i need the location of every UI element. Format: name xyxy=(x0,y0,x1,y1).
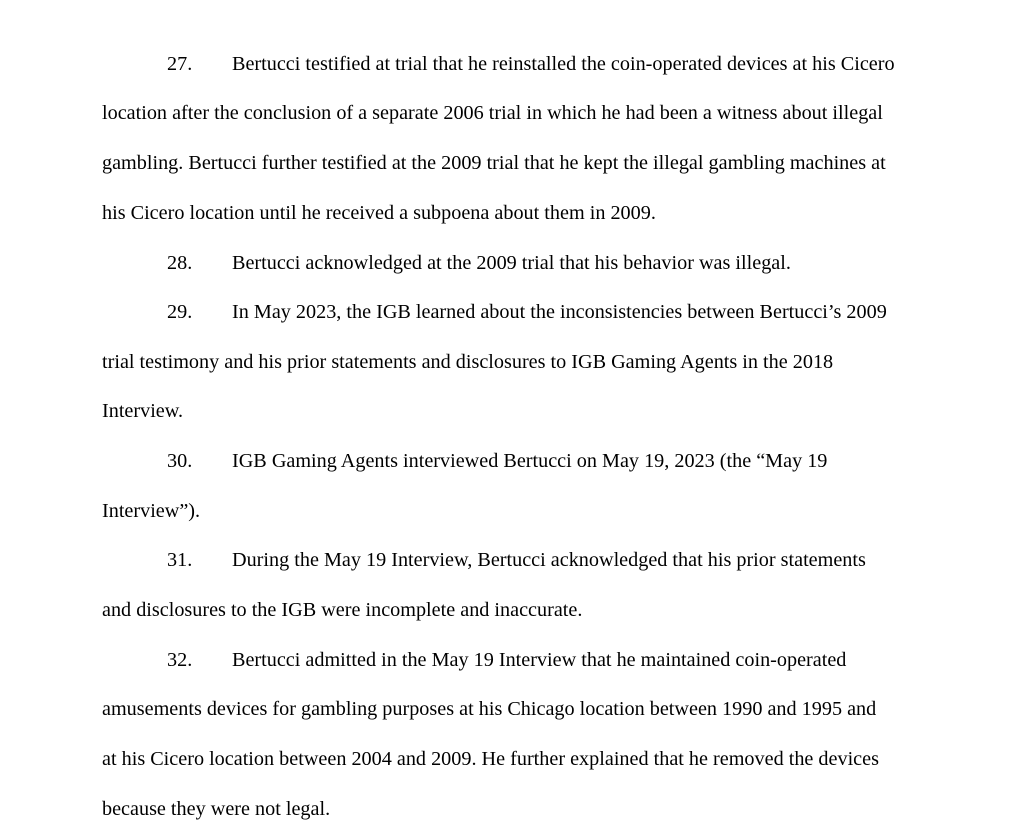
paragraph-line: his Cicero location until he received a subpoena about them in 2009. xyxy=(102,202,656,224)
paragraph-number: 31. xyxy=(167,549,193,571)
paragraph-line: Bertucci testified at trial that he reinstalled the coin-operated devices at his Cicero xyxy=(232,53,895,75)
paragraph-number: 28. xyxy=(167,252,193,274)
paragraph-line: and disclosures to the IGB were incomplete and inaccurate. xyxy=(102,599,583,621)
paragraph-line: at his Cicero location between 2004 and 2009. He further explained that he removed the devices xyxy=(102,748,879,770)
paragraph-line: In May 2023, the IGB learned about the inconsistencies between Bertucci’s 2009 xyxy=(232,301,887,323)
paragraph-number: 27. xyxy=(167,53,193,75)
paragraph-line: amusements devices for gambling purposes at his Chicago location between 1990 and 1995 and xyxy=(102,698,877,720)
paragraph-number: 30. xyxy=(167,450,193,472)
paragraph-line: During the May 19 Interview, Bertucci acknowledged that his prior statements xyxy=(232,549,866,571)
paragraph-line: Bertucci acknowledged at the 2009 trial that his behavior was illegal. xyxy=(232,252,791,274)
paragraph-line: location after the conclusion of a separate 2006 trial in which he had been a witness about illegal xyxy=(102,102,883,124)
paragraph-line: Bertucci admitted in the May 19 Interview that he maintained coin-operated xyxy=(232,649,847,671)
paragraph-line: trial testimony and his prior statements and disclosures to IGB Gaming Agents in the 2018 xyxy=(102,351,834,373)
paragraph-number: 29. xyxy=(167,301,193,323)
paragraph-line: gambling. Bertucci further testified at the 2009 trial that he kept the illegal gambling machines at xyxy=(102,152,886,174)
paragraph-line: IGB Gaming Agents interviewed Bertucci on May 19, 2023 (the “May 19 xyxy=(232,450,828,472)
paragraph-line: Interview”). xyxy=(102,500,201,522)
paragraph-number: 32. xyxy=(167,649,193,671)
paragraph-line: Interview. xyxy=(102,400,184,422)
paragraph-line: because they were not legal. xyxy=(102,798,331,820)
